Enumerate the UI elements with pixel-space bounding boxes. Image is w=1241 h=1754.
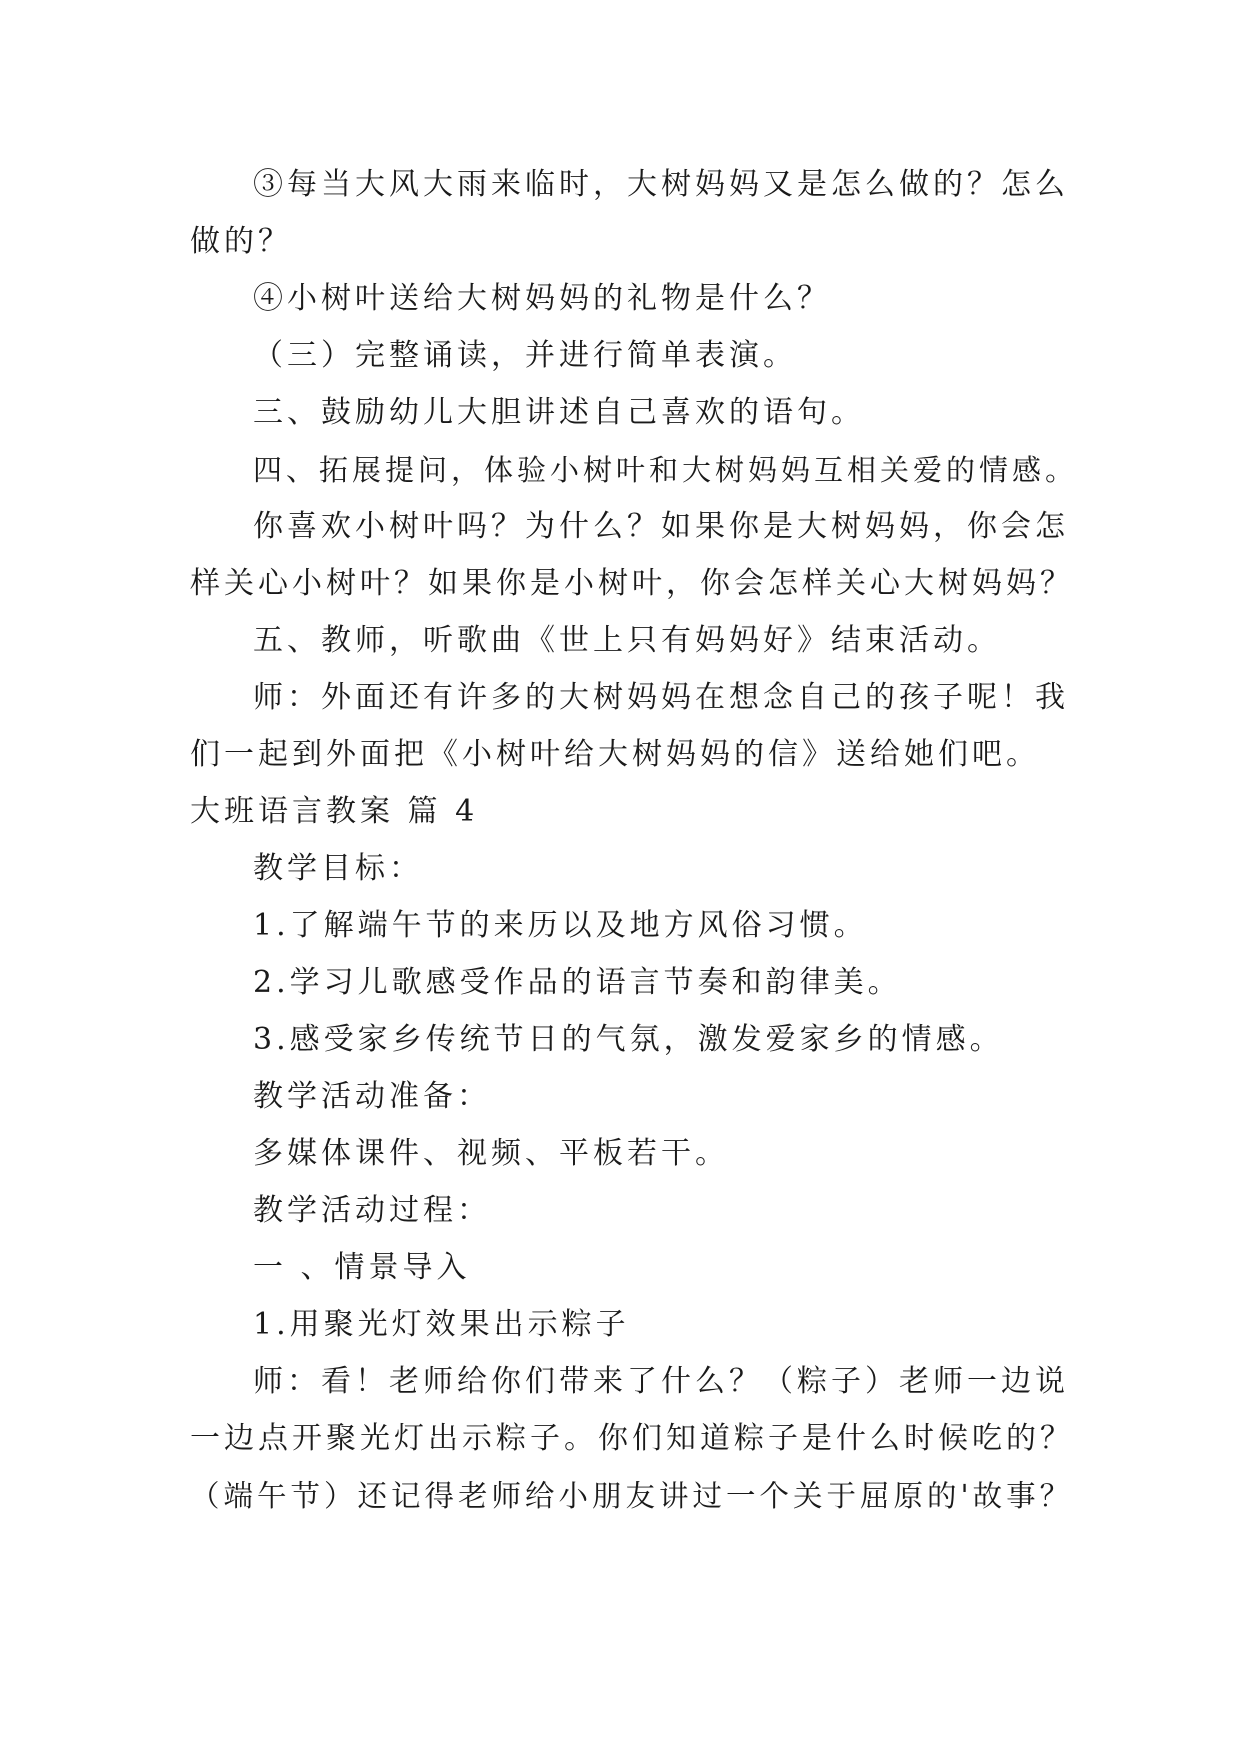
paragraph-line: 五、教师，听歌曲《世上只有妈妈好》结束活动。	[253, 623, 1001, 658]
paragraph-line: 师：看！老师给你们带来了什么？（粽子）老师一边说	[253, 1364, 1069, 1399]
paragraph-line: 教学活动准备：	[253, 1079, 491, 1114]
section-heading: 大班语言教案 篇 4	[190, 794, 479, 829]
paragraph-line: 教学活动过程：	[253, 1193, 491, 1228]
paragraph-line: 们一起到外面把《小树叶给大树妈妈的信》送给她们吧。	[190, 737, 1040, 772]
paragraph-line: 多媒体课件、视频、平板若干。	[253, 1136, 729, 1171]
paragraph-line: 教学目标：	[253, 851, 423, 886]
paragraph-line: ④小树叶送给大树妈妈的礼物是什么？	[253, 281, 831, 316]
paragraph-line: 样关心小树叶？如果你是小树叶，你会怎样关心大树妈妈？	[190, 566, 1074, 601]
paragraph-line: 1.了解端午节的来历以及地方风俗习惯。	[253, 908, 868, 943]
paragraph-line: 师：外面还有许多的大树妈妈在想念自己的孩子呢！我	[253, 680, 1069, 715]
paragraph-line: 1.用聚光灯效果出示粽子	[253, 1307, 630, 1342]
paragraph-line: （三）完整诵读，并进行简单表演。	[253, 338, 797, 373]
paragraph-line: 做的？	[190, 224, 292, 259]
paragraph-line: （端午节）还记得老师给小朋友讲过一个关于屈原的'故事？	[190, 1479, 1074, 1513]
paragraph-line: 一 、情景导入	[253, 1250, 471, 1285]
paragraph-line: 一边点开聚光灯出示粽子。你们知道粽子是什么时候吃的？	[190, 1421, 1074, 1456]
paragraph-line: ③每当大风大雨来临时，大树妈妈又是怎么做的？怎么	[253, 167, 1069, 202]
paragraph-line: 四、拓展提问，体验小树叶和大树妈妈互相关爱的情感。	[253, 453, 1079, 487]
paragraph-line: 3.感受家乡传统节日的气氛，激发爱家乡的情感。	[253, 1022, 1004, 1057]
paragraph-line: 你喜欢小树叶吗？为什么？如果你是大树妈妈，你会怎	[253, 509, 1069, 544]
paragraph-line: 2.学习儿歌感受作品的语言节奏和韵律美。	[253, 965, 902, 1000]
paragraph-line: 三、鼓励幼儿大胆讲述自己喜欢的语句。	[253, 395, 865, 430]
